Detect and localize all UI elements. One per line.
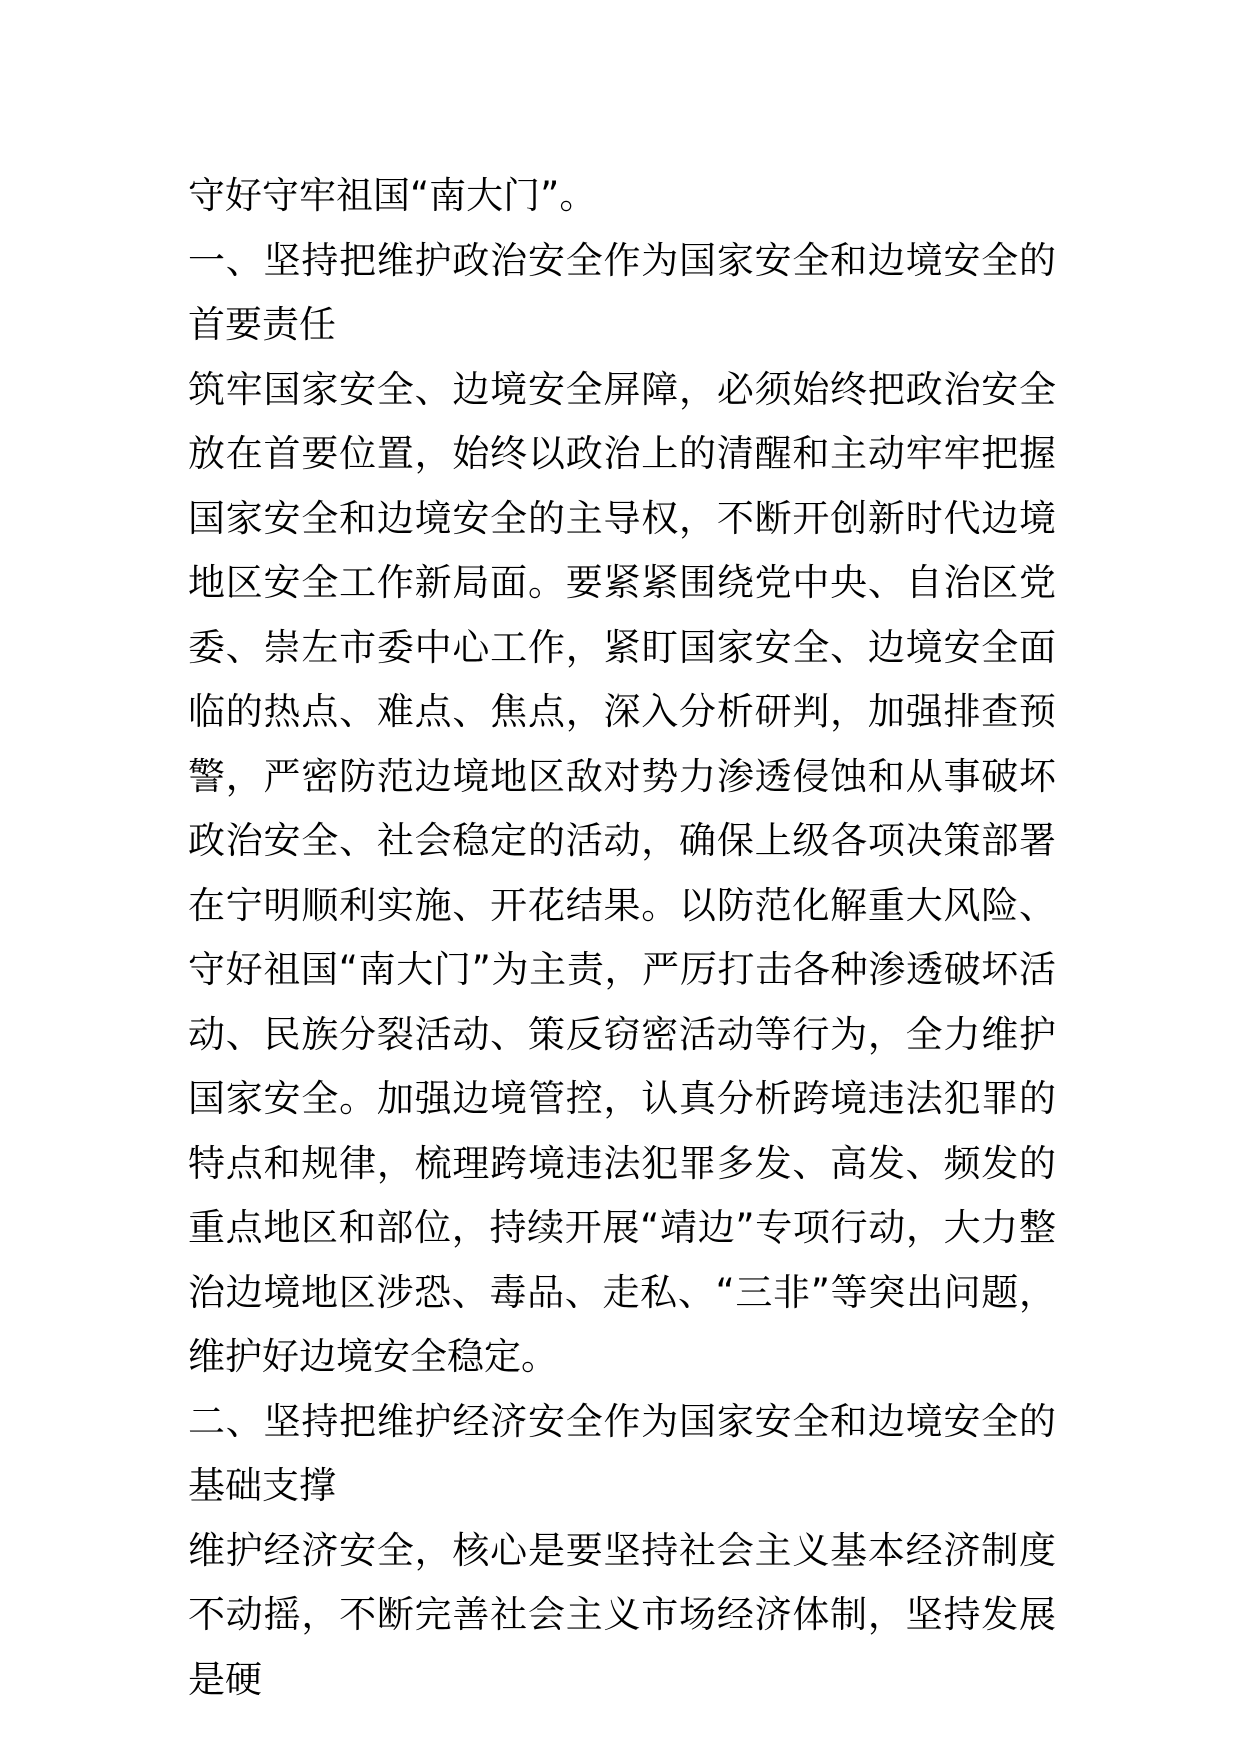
- paragraph-economic-security: 维护经济安全，核心是要坚持社会主义基本经济制度不动摇，不断完善社会主义市场经济体制，坚持发展是硬: [188, 1528, 1056, 1701]
- section-heading-2: 二、坚持把维护经济安全作为国家安全和边境安全的基础支撑: [188, 1399, 1056, 1507]
- paragraph-closing-line: 守好守牢祖国“南大门”。: [188, 174, 597, 217]
- paragraph-political-security: 筑牢国家安全、边境安全屏障，必须始终把政治安全放在首要位置，始终以政治上的清醒和主动牢牢把握国家安全和边境安全的主导权，不断开创新时代边境地区安全工作新局面。要紧紧围绕党中央、自治区党委、崇左市委中心工作，紧盯国家安全、边境安全面临的热点、难点、焦点，深入分析研判，加强排查预警，严密防范边境地区敌对势力渗透侵蚀和从事破坏政治安全、社会稳定的活动，确保上级各项决策部署在宁明顺利实施、开花结果。以防范化解重大风险、守好祖国“南大门”为主责，严厉打击各种渗透破坏活动、民族分裂活动、策反窃密活动等行为，全力维护国家安全。加强边境管控，认真分析跨境违法犯罪的特点和规律，梳理跨境违法犯罪多发、高发、频发的重点地区和部位，持续开展“靖边”专项行动，大力整治边境地区涉恐、毒品、走私、“三非”等突出问题，维护好边境安全稳定。: [188, 367, 1056, 1378]
- section-heading-1: 一、坚持把维护政治安全作为国家安全和边境安全的首要责任: [188, 238, 1056, 346]
- document-body: [188, 164, 1056, 1712]
